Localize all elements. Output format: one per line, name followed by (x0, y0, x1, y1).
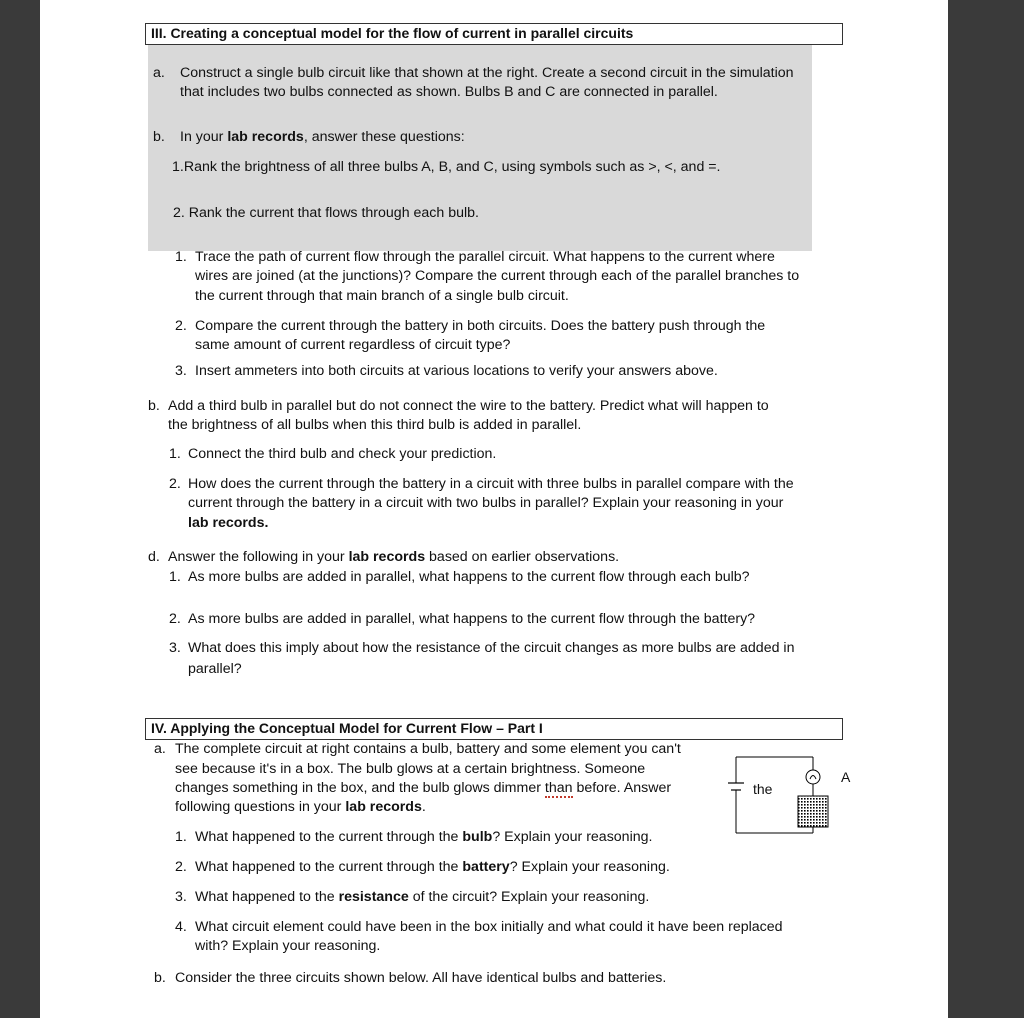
s3-b-pre: In your (180, 129, 228, 145)
s4-q2-num: 2. (175, 859, 187, 875)
s4-q3-post: of the circuit? Explain your reasoning. (408, 889, 650, 905)
s4-a-line4-bold: lab records (345, 799, 422, 815)
mystery-box-icon (798, 796, 828, 827)
s3-l1-line2: wires are joined (at the junctions)? Compare the current through each of the parallel branches to (195, 268, 800, 284)
s4-q3-num: 3. (175, 889, 187, 905)
s4-q3-bold: resistance (338, 889, 409, 905)
s4-a-line4-post: . (421, 799, 426, 815)
s3-d-line (168, 548, 619, 568)
s4-q3 (195, 888, 649, 908)
section-3-header (145, 23, 843, 45)
s4-a-line4 (175, 798, 426, 818)
battery-icon (728, 783, 744, 790)
circuit-diagram (720, 750, 860, 845)
s3-d-marker: d. (148, 549, 160, 565)
circuit-label-a: A (841, 769, 851, 785)
s3-l2-num: 2. (175, 318, 187, 334)
s3-d1-num: 1. (169, 569, 181, 585)
s3-d2: As more bulbs are added in parallel, what happens to the current flow through the battery? (188, 611, 756, 627)
section-3-title: III. Creating a conceptual model for the flow of current in parallel circuits (151, 25, 634, 41)
s4-q1 (195, 828, 652, 848)
s3-l1-num: 1. (175, 249, 187, 265)
s3-sb1-num: 1. (169, 446, 181, 462)
s3-b1: 1.Rank the brightness of all three bulbs A, B, and C, using symbols such as >, <, and =. (172, 159, 721, 175)
s4-a-line3 (175, 779, 671, 799)
s3-l1-line1: Trace the path of current flow through the parallel circuit. What happens to the current where (195, 249, 775, 265)
section-4-header (145, 718, 843, 740)
s3-d3-line1: What does this imply about how the resistance of the circuit changes as more bulbs are added in (188, 640, 795, 656)
s4-q1-pre: What happened to the current through the (195, 829, 463, 845)
s3-l1-line3: the current through that main branch of a single bulb circuit. (195, 288, 569, 304)
s4-q2-pre: What happened to the current through the (195, 859, 463, 875)
s4-q4-line1: What circuit element could have been in the box initially and what could it have been replaced (195, 919, 783, 935)
s3-b2: 2. Rank the current that flows through each bulb. (173, 205, 480, 221)
s3-d-bold: lab records (348, 549, 426, 565)
s4-b-marker: b. (154, 970, 166, 986)
s3-l3-line1: Insert ammeters into both circuits at various locations to verify your answers above. (195, 363, 718, 379)
s4-a-line3-underlined: than (544, 780, 573, 796)
s3-d3-line2: parallel? (188, 661, 242, 677)
s3-b-marker: b. (153, 129, 165, 145)
s3-d-pre: Answer the following in your (168, 549, 349, 565)
s4-a-marker: a. (154, 741, 166, 757)
s3-b-bold: lab records (227, 129, 304, 145)
s4-a-line1: The complete circuit at right contains a bulb, battery and some element you can't (175, 741, 681, 757)
s3-b-line (180, 128, 465, 148)
s3-l2-line1: Compare the current through the battery in both circuits. Does the battery push through the (195, 318, 766, 334)
s3-l3-num: 3. (175, 363, 187, 379)
s4-q2 (195, 858, 670, 878)
s4-q4-line2: with? Explain your reasoning. (195, 938, 381, 954)
document-page (40, 0, 948, 1018)
s3-a-line2: that includes two bulbs connected as shown. Bulbs B and C are connected in parallel. (180, 84, 718, 100)
s4-q1-num: 1. (175, 829, 187, 845)
s4-q2-post: ? Explain your reasoning. (509, 859, 670, 875)
bulb-icon (806, 770, 820, 784)
s4-q4-num: 4. (175, 919, 187, 935)
s3-sb1: Connect the third bulb and check your prediction. (188, 446, 497, 462)
s4-q3-pre: What happened to the (195, 889, 339, 905)
s3-sb2-line2: current through the battery in a circuit with two bulbs in parallel? Explain your reasoning in your (188, 495, 784, 511)
s3-sb-marker: b. (148, 398, 160, 414)
s3-sb2-line3: lab records. (188, 515, 269, 531)
s4-b-line1: Consider the three circuits shown below. All have identical bulbs and batteries. (175, 970, 667, 986)
s3-l2-line2: same amount of current regardless of circuit type? (195, 337, 511, 353)
s3-sb-line2: the brightness of all bulbs when this third bulb is added in parallel. (168, 417, 582, 433)
s3-d2-num: 2. (169, 611, 181, 627)
s3-d1: As more bulbs are added in parallel, what happens to the current flow through each bulb? (188, 569, 750, 585)
s3-sb2-num: 2. (169, 476, 181, 492)
s4-a-line2: see because it's in a box. The bulb glows at a certain brightness. Someone (175, 761, 646, 777)
s3-d3-num: 3. (169, 640, 181, 656)
circuit-label-the: the (753, 781, 773, 797)
s4-a-line3-pre: changes something in the box, and the bulb glows dimmer (175, 780, 545, 796)
s4-q1-bold: bulb (462, 829, 493, 845)
s3-d-post: based on earlier observations. (425, 549, 620, 565)
s3-b-post: , answer these questions: (303, 129, 465, 145)
s4-a-line3-post: before. Answer (572, 780, 672, 796)
s3-a-marker: a. (153, 65, 165, 81)
s3-sb2-line1: How does the current through the battery in a circuit with three bulbs in parallel compare with the (188, 476, 794, 492)
s3-a-line1: Construct a single bulb circuit like that shown at the right. Create a second circuit in the simulation (180, 65, 794, 81)
s3-sb-line1: Add a third bulb in parallel but do not connect the wire to the battery. Predict what will happen to (168, 398, 769, 414)
s4-a-line4-pre: following questions in your (175, 799, 346, 815)
s4-q1-post: ? Explain your reasoning. (492, 829, 653, 845)
section-4-title: IV. Applying the Conceptual Model for Current Flow – Part I (151, 720, 543, 736)
s4-q2-bold: battery (462, 859, 510, 875)
